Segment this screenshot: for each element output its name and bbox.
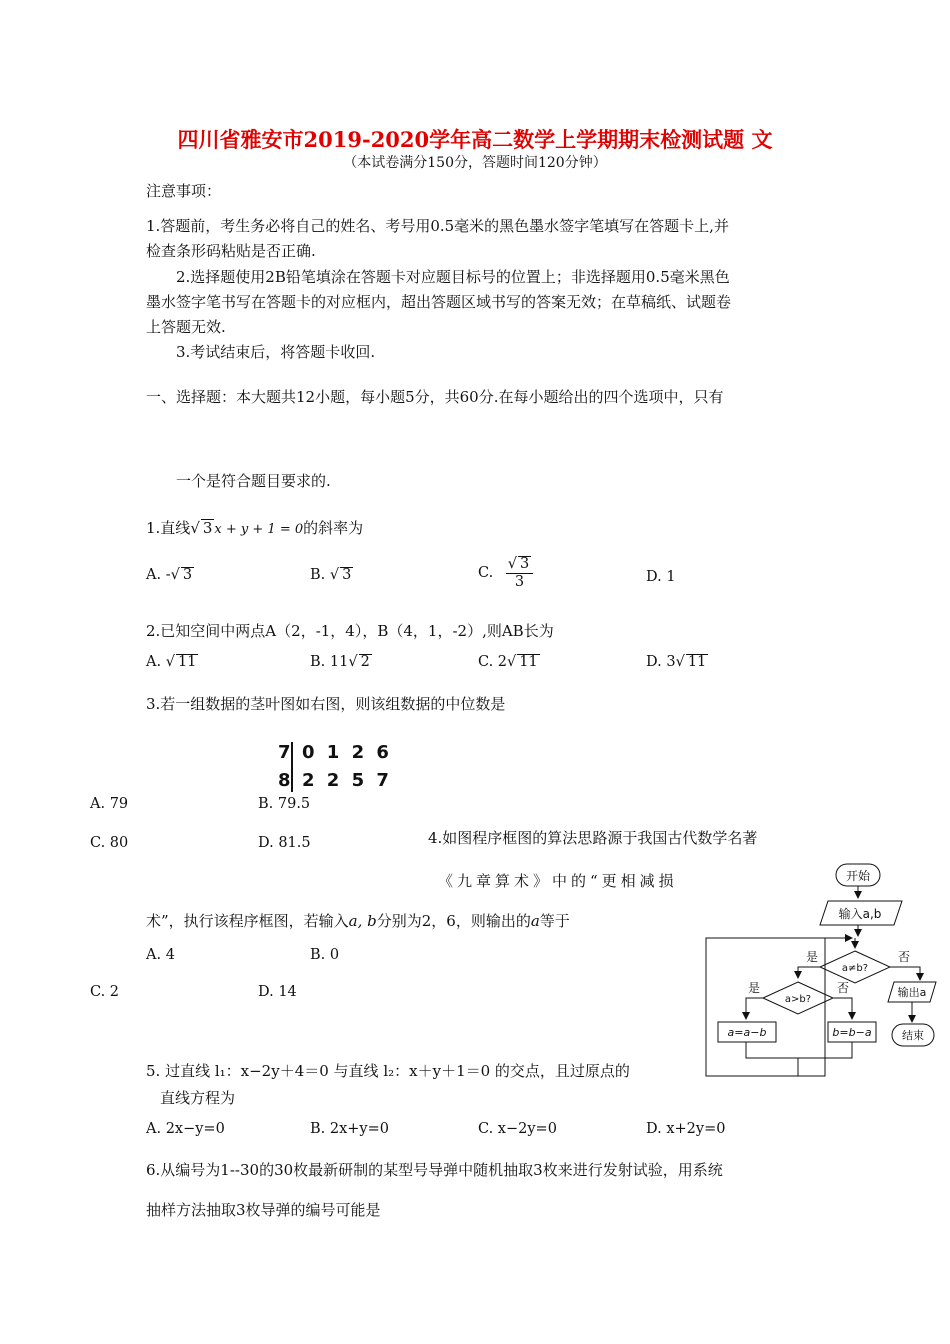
stem-leaf-plot bbox=[272, 738, 392, 796]
q2-option-c: C. 2√ 11 bbox=[478, 654, 538, 670]
q6-line1: 6.从编号为1--30的30枚最新研制的某型号导弹中随机抽取3枚来进行发射试验，用系统 bbox=[146, 1161, 723, 1179]
q4-option-c: C. 2 bbox=[90, 984, 120, 1000]
notice-item1-line1: 1.答题前，考生务必将自己的姓名、考号用0.5毫米的黑色墨水签字笔填写在答题卡上,并 bbox=[146, 217, 729, 235]
q3-option-d: D. 81.5 bbox=[258, 835, 311, 851]
q4-option-b: B. 0 bbox=[310, 947, 340, 963]
q1-prefix: 1.直线 bbox=[146, 519, 191, 537]
flowchart-no1-label: 否 bbox=[897, 950, 911, 964]
q3-option-a: A. 79 bbox=[90, 796, 129, 812]
notice-item2-line3: 上答题无效. bbox=[146, 318, 226, 336]
section1-line1: 一、选择题：本大题共12小题，每小题5分，共60分.在每小题给出的四个选项中，只有 bbox=[146, 388, 724, 406]
q1-eq-rad: 3 bbox=[202, 519, 213, 537]
page-subtitle: （本试卷满分150分，答题时间120分钟） bbox=[343, 155, 607, 171]
flowchart-input-label: 输入a,b bbox=[838, 907, 882, 921]
q5-line2: 直线方程为 bbox=[160, 1089, 236, 1107]
q1-stem: 1.直线√ 3 x + y + 1 = 0的斜率为 bbox=[146, 519, 364, 537]
flowchart bbox=[700, 858, 946, 1080]
q2-option-a: A. √ 11 bbox=[146, 654, 197, 670]
flowchart-yes2-label: 是 bbox=[747, 981, 761, 995]
flowchart-assign-a-label: a=a−b bbox=[727, 1026, 767, 1039]
stem-leaf-divider bbox=[291, 742, 293, 792]
flowchart-output-label: 输出a bbox=[897, 986, 927, 999]
stem-value: 7 bbox=[278, 742, 291, 763]
q4-option-a: A. 4 bbox=[146, 947, 175, 963]
notice-item3: 3.考试结束后，将答题卡收回. bbox=[176, 343, 376, 361]
leaf-values: 2 2 5 7 bbox=[302, 770, 392, 791]
q5-option-b: B. 2x+y=0 bbox=[310, 1121, 389, 1137]
notice-item2-line2: 墨水签字笔书写在答题卡的对应框内，超出答题区域书写的答案无效；在草稿纸、试题卷 bbox=[146, 293, 732, 311]
q3-option-c: C. 80 bbox=[90, 835, 129, 851]
flowchart-cond1-label: a≠b? bbox=[841, 963, 869, 974]
q1-suffix: 的斜率为 bbox=[303, 519, 364, 537]
flowchart-assign-b-label: b=b−a bbox=[832, 1026, 872, 1039]
notice-heading: 注意事项： bbox=[146, 182, 222, 200]
q1-option-d: D. 1 bbox=[646, 569, 676, 585]
q4-line3: 术”，执行该程序框图，若输入a, b分别为2，6，则输出的a等于 bbox=[146, 912, 570, 930]
q2-option-b: B. 11√ 2 bbox=[310, 654, 370, 670]
q5-option-c: C. x−2y=0 bbox=[478, 1121, 557, 1137]
q2-stem: 2.已知空间中两点A（2，-1，4），B（4，1，-2）,则AB长为 bbox=[146, 622, 554, 640]
q1-option-b: B. √ 3 bbox=[310, 567, 352, 583]
q3-option-b: B. 79.5 bbox=[258, 796, 311, 812]
stem-value: 8 bbox=[278, 770, 291, 791]
q1-option-a: A. -√ 3 bbox=[146, 567, 193, 583]
flowchart-start-label: 开始 bbox=[845, 869, 871, 883]
q4-line2: 《九章算术》中的“更相减损 bbox=[438, 872, 678, 890]
q3-stem: 3.若一组数据的茎叶图如右图，则该组数据的中位数是 bbox=[146, 695, 506, 713]
page-title: 四川省雅安市2019-2020学年高二数学上学期期末检测试题 文 bbox=[177, 127, 773, 152]
flowchart-cond2-label: a>b? bbox=[784, 994, 812, 1005]
notice-item1-line2: 检查条形码粘贴是否正确. bbox=[146, 242, 316, 260]
q5-line1: 5. 过直线 l₁：x−2y＋4＝0 与直线 l₂：x＋y＋1＝0 的交点，且过原点的 bbox=[146, 1062, 630, 1080]
q5-option-d: D. x+2y=0 bbox=[646, 1121, 726, 1137]
flowchart-end-label: 结束 bbox=[902, 1029, 924, 1042]
flowchart-no2-label: 否 bbox=[836, 981, 850, 995]
q6-line2: 抽样方法抽取3枚导弹的编号可能是 bbox=[146, 1201, 381, 1219]
q1-eq-rest: x + y + 1 = 0 bbox=[214, 522, 304, 537]
q5-option-a: A. 2x−y=0 bbox=[146, 1121, 225, 1137]
leaf-values: 0 1 2 6 bbox=[302, 742, 392, 763]
notice-item2-line1: 2.选择题使用2B铅笔填涂在答题卡对应题目标号的位置上；非选择题用0.5毫米黑色 bbox=[176, 268, 730, 286]
flowchart-yes1-label: 是 bbox=[805, 950, 819, 964]
q4-option-d: D. 14 bbox=[258, 984, 297, 1000]
q4-line1: 4.如图程序框图的算法思路源于我国古代数学名著 bbox=[428, 829, 758, 847]
q1-option-c: C. $\frac{√ 3}{3}$ bbox=[478, 556, 533, 590]
q2-option-d: D. 3√ 11 bbox=[646, 654, 707, 670]
section1-line2: 一个是符合题目要求的. bbox=[176, 472, 331, 490]
